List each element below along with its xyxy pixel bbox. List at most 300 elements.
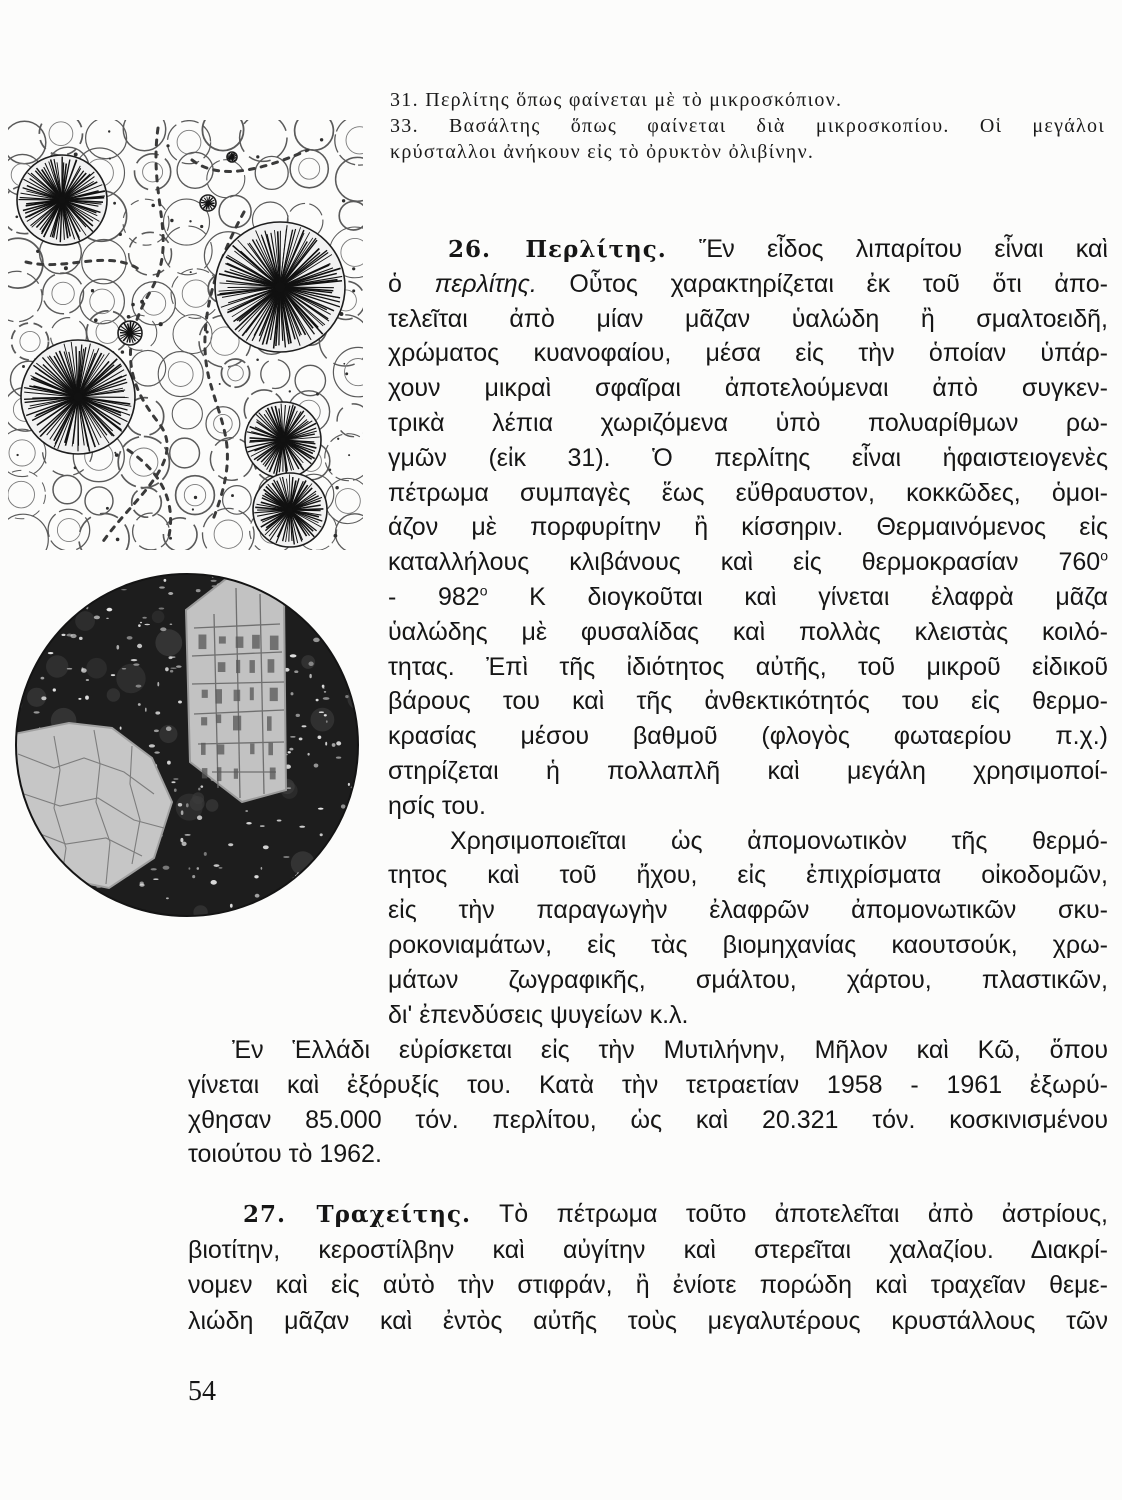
paragraph-3-line: τοιούτου τὸ 1962. [188, 1140, 382, 1169]
matrix-speckle [319, 906, 321, 909]
matrix-speckle [106, 618, 109, 619]
matrix-speckle [166, 726, 172, 731]
matrix-speckle [318, 808, 324, 810]
matrix-speckle [144, 624, 150, 626]
matrix-speckle [291, 692, 294, 695]
caption-fig-33-line-2: κρύσταλλοι ἀνήκουν εἰς τὸ ὀρυκτὸν ὀλιβίνην. [390, 141, 815, 163]
matrix-speckle [337, 897, 340, 899]
speck-dot [114, 452, 116, 454]
matrix-speckle [15, 601, 17, 603]
speck-dot [115, 453, 119, 457]
matrix-speckle [36, 586, 39, 587]
matrix-patch [107, 688, 120, 701]
section-26-line [388, 232, 1108, 267]
paragraph-2-line: μάτων ζωγραφικῆς, σμάλτου, χάρτου, πλαστικῶν, [388, 965, 1108, 994]
crystal-inclusion [201, 717, 207, 725]
matrix-speckle [112, 568, 117, 572]
matrix-speckle [336, 756, 341, 758]
crystal-inclusion [236, 660, 240, 673]
micrograph-field [14, 558, 359, 933]
bubble-outline [207, 160, 245, 198]
bubble-outline [43, 273, 84, 314]
matrix-speckle [323, 697, 330, 700]
matrix-speckle [311, 894, 313, 895]
matrix-speckle [67, 668, 72, 670]
speck-dot [256, 155, 259, 158]
matrix-speckle [323, 626, 327, 629]
crystal-inclusion [217, 745, 224, 755]
matrix-patch [344, 873, 360, 890]
crystal-inclusion [202, 690, 208, 698]
bubble-outline [85, 487, 113, 515]
speck-dot [352, 267, 355, 270]
spherulite-fiber [290, 509, 323, 510]
matrix-speckle [188, 867, 190, 870]
spherulite-fiber [81, 397, 128, 398]
matrix-speckle [313, 888, 317, 890]
matrix-speckle [263, 845, 269, 849]
crystal-inclusion [252, 635, 260, 649]
matrix-speckle [50, 867, 52, 870]
matrix-patch [311, 708, 335, 732]
section-26-line: ὑαλώδης μὲ φυσαλίδας καὶ πολλὰς κλειστὰς κοιλό- [388, 617, 1108, 646]
matrix-speckle [157, 682, 159, 687]
matrix-speckle [262, 905, 267, 908]
bubble-outline [333, 347, 363, 396]
italic-term: περλίτης. [434, 269, 537, 298]
matrix-speckle [21, 622, 25, 624]
matrix-speckle [309, 674, 311, 678]
matrix-speckle [149, 744, 155, 747]
matrix-speckle [302, 725, 307, 727]
speck-dot [343, 363, 345, 365]
matrix-speckle [73, 584, 76, 589]
matrix-patch [192, 792, 204, 804]
bubble-inner-outline [143, 162, 163, 182]
matrix-speckle [140, 622, 142, 624]
matrix-patch [116, 664, 145, 693]
matrix-speckle [348, 783, 350, 786]
bubble-outline [86, 120, 127, 159]
speck-dot [316, 393, 319, 396]
paragraph-3-line: χθησαν 85.000 τόν. περλίτου, ὡς καὶ 20.321 τόν. κοσκινισμένου [188, 1105, 1108, 1134]
bubble-inner-outline [336, 489, 361, 514]
matrix-speckle [338, 615, 345, 620]
matrix-speckle [170, 667, 176, 669]
caption-fig-33-line-1: 33. Βασάλτης ὅπως φαίνεται διὰ μικροσκοπίου. Οἱ μεγάλοι [390, 115, 1105, 137]
spherulite-core [128, 331, 132, 335]
crystal-inclusion [216, 714, 221, 723]
speck-dot [108, 130, 110, 132]
speck-dot [159, 322, 163, 326]
matrix-speckle [34, 711, 40, 713]
matrix-speckle [41, 696, 46, 700]
section-26-line: στηρίζεται ἡ πολλαπλῆ καὶ μεγάλη χρησιμοποί- [388, 756, 1108, 785]
section-26-line: κρασίας μέσου βαθμοῦ (φλογὸς φωταερίου π.χ.) [388, 722, 1108, 751]
section-26-line: πέτρωμα συμπαγὲς ἕως εὔθραυστον, κοκκῶδες, ὁμοι- [388, 478, 1108, 507]
matrix-speckle [262, 917, 265, 920]
matrix-speckle [341, 644, 343, 648]
paragraph-2-line: εἰς τὴν παραγωγὴν ἐλαφρῶν ἀπομονωτικῶν σκυ- [388, 896, 1108, 925]
matrix-speckle [261, 867, 263, 870]
matrix-speckle [131, 659, 138, 661]
matrix-speckle [277, 819, 282, 821]
crystal-inclusion [219, 636, 226, 643]
crystal-inclusion [250, 660, 255, 673]
matrix-speckle [342, 586, 348, 589]
matrix-speckle [178, 803, 182, 807]
matrix-speckle [138, 624, 141, 627]
bubble-inner-outline [96, 320, 119, 343]
matrix-speckle [116, 645, 119, 650]
text-segment: Ἕν εἶδος λιπαρίτου εἶναι καὶ [699, 235, 1108, 263]
figure-basalt-micrograph [14, 558, 359, 933]
bubble-outline [219, 196, 251, 228]
text-segment: Τὸ πέτρωμα τοῦτο ἀποτελεῖται ἀπὸ ἀστρίους, [499, 1200, 1108, 1228]
matrix-speckle [307, 880, 310, 883]
matrix-patch [51, 867, 70, 886]
matrix-speckle [111, 674, 115, 676]
bubble-outline [325, 434, 363, 481]
bubble-outline [337, 404, 363, 437]
matrix-speckle [326, 855, 330, 857]
matrix-speckle [122, 668, 126, 669]
matrix-speckle [61, 634, 65, 636]
matrix-speckle [355, 835, 357, 839]
matrix-patch [22, 621, 38, 637]
section-26-heading: 26. Περλίτης. [448, 236, 667, 263]
spherulite-core [206, 201, 210, 205]
matrix-speckle [319, 915, 326, 917]
matrix-speckle [197, 815, 202, 820]
speck-dot [345, 372, 348, 375]
matrix-speckle [19, 569, 24, 573]
matrix-speckle [136, 685, 142, 688]
text-segment: - 982 [388, 582, 480, 611]
bubble-inner-outline [130, 448, 158, 476]
speck-dot [74, 152, 78, 156]
matrix-speckle [330, 642, 337, 644]
section-26-line [388, 580, 1108, 615]
speck-dot [64, 266, 68, 270]
section-27-line: νομεν καὶ εἰς αὐτὸ τὴν στιφράν, ἢ ἐνίοτε πορώδη καὶ τραχεῖαν θεμε- [188, 1271, 1108, 1300]
matrix-speckle [255, 894, 260, 898]
section-27 [188, 1197, 1108, 1339]
matrix-speckle [232, 573, 237, 575]
matrix-speckle [115, 567, 121, 570]
bubble-outline [130, 350, 166, 386]
matrix-speckle [154, 729, 159, 732]
matrix-speckle [17, 566, 23, 569]
bubble-inner-outline [184, 484, 205, 505]
matrix-speckle [80, 558, 86, 560]
matrix-patch [46, 655, 68, 677]
crystal-inclusion [217, 767, 222, 781]
speck-dot [219, 383, 221, 385]
section-27-heading: 27. Τραχείτης. [243, 1201, 472, 1228]
matrix-patch [193, 905, 207, 919]
matrix-speckle [308, 662, 313, 666]
matrix-speckle [56, 570, 60, 573]
matrix-speckle [71, 594, 78, 596]
spherulite [227, 152, 237, 162]
section-26-line: βάρους του καὶ τῆς ἀνθεκτικότητός του εἰς θερμο- [388, 687, 1108, 716]
section-26-line: άζον μὲ πορφυρίτην ἢ κίσσηριν. Θερμαινόμενος εἰς [388, 513, 1108, 542]
section-26-column [388, 232, 1108, 1032]
section-26-line: ησίς του. [388, 791, 486, 820]
bubble-outline [223, 486, 252, 515]
bubble-outline [167, 121, 210, 164]
speck-dot [16, 454, 18, 456]
text-segment: ὁ [388, 269, 402, 298]
section-26-line: τρικὰ λέπια χωριζόμενα ὑπὸ πολυαρίθμων ρω- [388, 408, 1108, 437]
matrix-speckle [313, 638, 320, 642]
speck-dot [348, 454, 350, 456]
matrix-speckle [245, 810, 248, 812]
bubble-inner-outline [341, 238, 363, 266]
spherulite [215, 222, 345, 352]
matrix-patch [145, 558, 175, 573]
bubble-outline [295, 120, 334, 150]
spherulite-core [73, 392, 82, 401]
matrix-speckle [126, 574, 129, 575]
matrix-speckle [165, 667, 169, 671]
matrix-speckle [184, 834, 190, 836]
crystal-inclusion [270, 636, 279, 650]
figure-captions [390, 87, 1105, 165]
text-segment: Οὗτος χαρακτηρίζεται ἐκ τοῦ ὅτι ἀπο- [569, 269, 1108, 298]
bubble-outline [135, 154, 171, 190]
matrix-speckle [138, 703, 141, 706]
matrix-speckle [328, 589, 330, 594]
matrix-patch [206, 558, 224, 569]
matrix-speckle [71, 899, 77, 901]
matrix-patch [315, 911, 328, 924]
speck-dot [121, 350, 124, 353]
matrix-speckle [66, 634, 72, 637]
matrix-patch [67, 582, 85, 600]
matrix-speckle [319, 711, 324, 713]
matrix-speckle [357, 685, 359, 689]
matrix-speckle [228, 843, 233, 846]
bubble-outline [336, 157, 363, 201]
crystal-inclusion [268, 743, 273, 756]
matrix-speckle [86, 679, 89, 681]
bubble-inner-outline [20, 331, 40, 351]
matrix-speckle [173, 778, 178, 779]
section-27-line [188, 1197, 1108, 1233]
matrix-speckle [178, 701, 182, 704]
matrix-speckle [16, 700, 19, 703]
matrix-speckle [296, 714, 300, 717]
speck-dot [131, 303, 135, 307]
matrix-speckle [29, 640, 35, 644]
speck-dot [106, 507, 109, 510]
matrix-speckle [120, 726, 122, 729]
matrix-speckle [288, 751, 291, 753]
matrix-speckle [336, 741, 341, 745]
matrix-speckle [33, 630, 40, 634]
matrix-speckle [144, 560, 149, 564]
bubble-inner-outline [346, 127, 363, 154]
matrix-speckle [155, 711, 160, 714]
matrix-speckle [170, 670, 173, 673]
matrix-speckle [325, 581, 328, 585]
bubble-inner-outline [9, 440, 35, 466]
spherulite [253, 473, 327, 547]
matrix-speckle [114, 924, 119, 925]
matrix-speckle [25, 592, 30, 596]
section-26-line: χρώματος κυανοφαίου, μέσα εἰς τὴν ὁποίαν ὑπάρ- [388, 339, 1108, 368]
matrix-speckle [145, 708, 147, 712]
matrix-speckle [168, 592, 173, 595]
section-26-line [388, 545, 1108, 580]
matrix-speckle [159, 607, 165, 609]
bubble-outline [203, 508, 255, 550]
matrix-speckle [332, 921, 335, 924]
matrix-speckle [340, 893, 344, 897]
matrix-speckle [246, 822, 251, 825]
matrix-patch [152, 611, 165, 624]
matrix-patch [155, 629, 182, 656]
bubble-outline [177, 152, 213, 188]
matrix-speckle [309, 574, 313, 577]
paragraph-2-line: δι' ἐπενδύσεις ψυγείων κ.λ. [388, 1000, 689, 1029]
matrix-speckle [324, 691, 326, 692]
matrix-speckle [334, 633, 339, 635]
bubble-outline [261, 360, 290, 389]
matrix-patch [90, 905, 101, 916]
matrix-speckle [182, 842, 187, 846]
section-26-line [388, 267, 1108, 302]
matrix-speckle [315, 859, 321, 862]
spherulite [245, 402, 321, 478]
matrix-speckle [253, 912, 255, 914]
matrix-speckle [203, 558, 207, 561]
matrix-patch [155, 924, 172, 933]
matrix-speckle [55, 898, 57, 900]
matrix-speckle [186, 803, 189, 807]
speck-dot [289, 390, 291, 392]
bubble-inner-outline [168, 362, 193, 387]
matrix-speckle [251, 581, 255, 583]
matrix-speckle [153, 878, 158, 880]
degree-mark: o [479, 582, 488, 599]
matrix-speckle [200, 785, 203, 788]
bubble-outline [339, 201, 363, 230]
bubble-outline [240, 120, 287, 161]
bubble-outline [118, 437, 169, 488]
matrix-speckle [290, 736, 295, 737]
matrix-speckle [118, 905, 121, 907]
speck-dot [231, 494, 234, 497]
degree-mark: o [1100, 547, 1108, 564]
paragraph-3-line: γίνεται καὶ ἐξόρυξίς του. Κατὰ τὴν τετραετίαν 1958 - 1961 ἐξωρύ- [188, 1070, 1108, 1099]
speck-dot [127, 315, 131, 319]
bubble-inner-outline [8, 481, 35, 508]
matrix-speckle [354, 672, 359, 675]
matrix-speckle [94, 616, 100, 620]
spherulite-core [58, 196, 65, 203]
section-26-line: χουν μικραὶ σφαῖραι ἀποτελούμεναι ἀπὸ συγκεν- [388, 374, 1108, 403]
matrix-speckle [211, 580, 217, 582]
spherulite [200, 195, 216, 211]
matrix-speckle [171, 781, 175, 783]
crystal-inclusion [218, 662, 226, 672]
matrix-speckle [164, 579, 167, 582]
paragraph-2-line: ροκονιαμάτων, εἰς τὰς βιομηχανίας καουτσούκ, χρω- [388, 930, 1108, 959]
crystal-inclusion [236, 637, 244, 648]
matrix-speckle [353, 558, 357, 561]
speck-dot [342, 199, 345, 202]
crystal-inclusion [250, 744, 254, 755]
spherulite-core [287, 507, 293, 513]
matrix-speckle [298, 573, 304, 577]
matrix-speckle [29, 910, 32, 913]
matrix-speckle [18, 642, 22, 644]
text-segment: Κ διογκοῦται καὶ γίνεται ἐλαφρὰ μᾶζα [529, 582, 1109, 611]
bubble-inner-outline [177, 130, 201, 154]
spherulite-core [230, 155, 234, 159]
matrix-speckle [340, 830, 343, 835]
matrix-patch [301, 655, 315, 669]
matrix-speckle [159, 586, 165, 588]
speck-dot [91, 289, 94, 292]
speck-dot [337, 438, 339, 440]
text-segment: καταλλήλους κλιβάνους καὶ εἰς θερμοκρασίαν 760 [388, 548, 1101, 577]
bubble-outline [170, 438, 200, 468]
matrix-speckle [343, 862, 346, 864]
crystal-inclusion [267, 716, 272, 731]
bubble-inner-outline [142, 291, 166, 315]
matrix-speckle [353, 929, 357, 931]
matrix-speckle [121, 589, 127, 590]
matrix-speckle [17, 602, 22, 607]
matrix-speckle [353, 897, 359, 901]
matrix-patch [86, 658, 107, 679]
matrix-speckle [351, 915, 357, 919]
speck-dot [169, 537, 172, 540]
crystal-inclusion [215, 689, 222, 703]
matrix-speckle [316, 699, 319, 702]
bubble-outline [48, 509, 90, 550]
matrix-speckle [79, 637, 83, 640]
matrix-speckle [294, 670, 298, 673]
bubble-outline [80, 279, 125, 324]
matrix-speckle [81, 668, 87, 673]
speck-dot [189, 220, 191, 222]
bubble-outline [255, 156, 288, 189]
speck-dot [113, 202, 116, 205]
matrix-speckle [20, 817, 23, 820]
matrix-speckle [83, 595, 87, 597]
matrix-speckle [197, 867, 199, 870]
matrix-speckle [318, 736, 322, 740]
matrix-speckle [320, 833, 323, 836]
matrix-speckle [154, 751, 159, 753]
speck-dot [335, 486, 338, 489]
speck-dot [194, 496, 197, 499]
matrix-speckle [107, 608, 113, 612]
speck-dot [119, 233, 122, 236]
matrix-speckle [92, 892, 96, 894]
bubble-inner-outline [345, 359, 364, 386]
bubble-inner-outline [90, 289, 115, 314]
matrix-speckle [127, 636, 133, 639]
bubble-inner-outline [214, 520, 242, 548]
paragraph-3 [188, 1033, 1108, 1172]
matrix-speckle [289, 748, 293, 751]
